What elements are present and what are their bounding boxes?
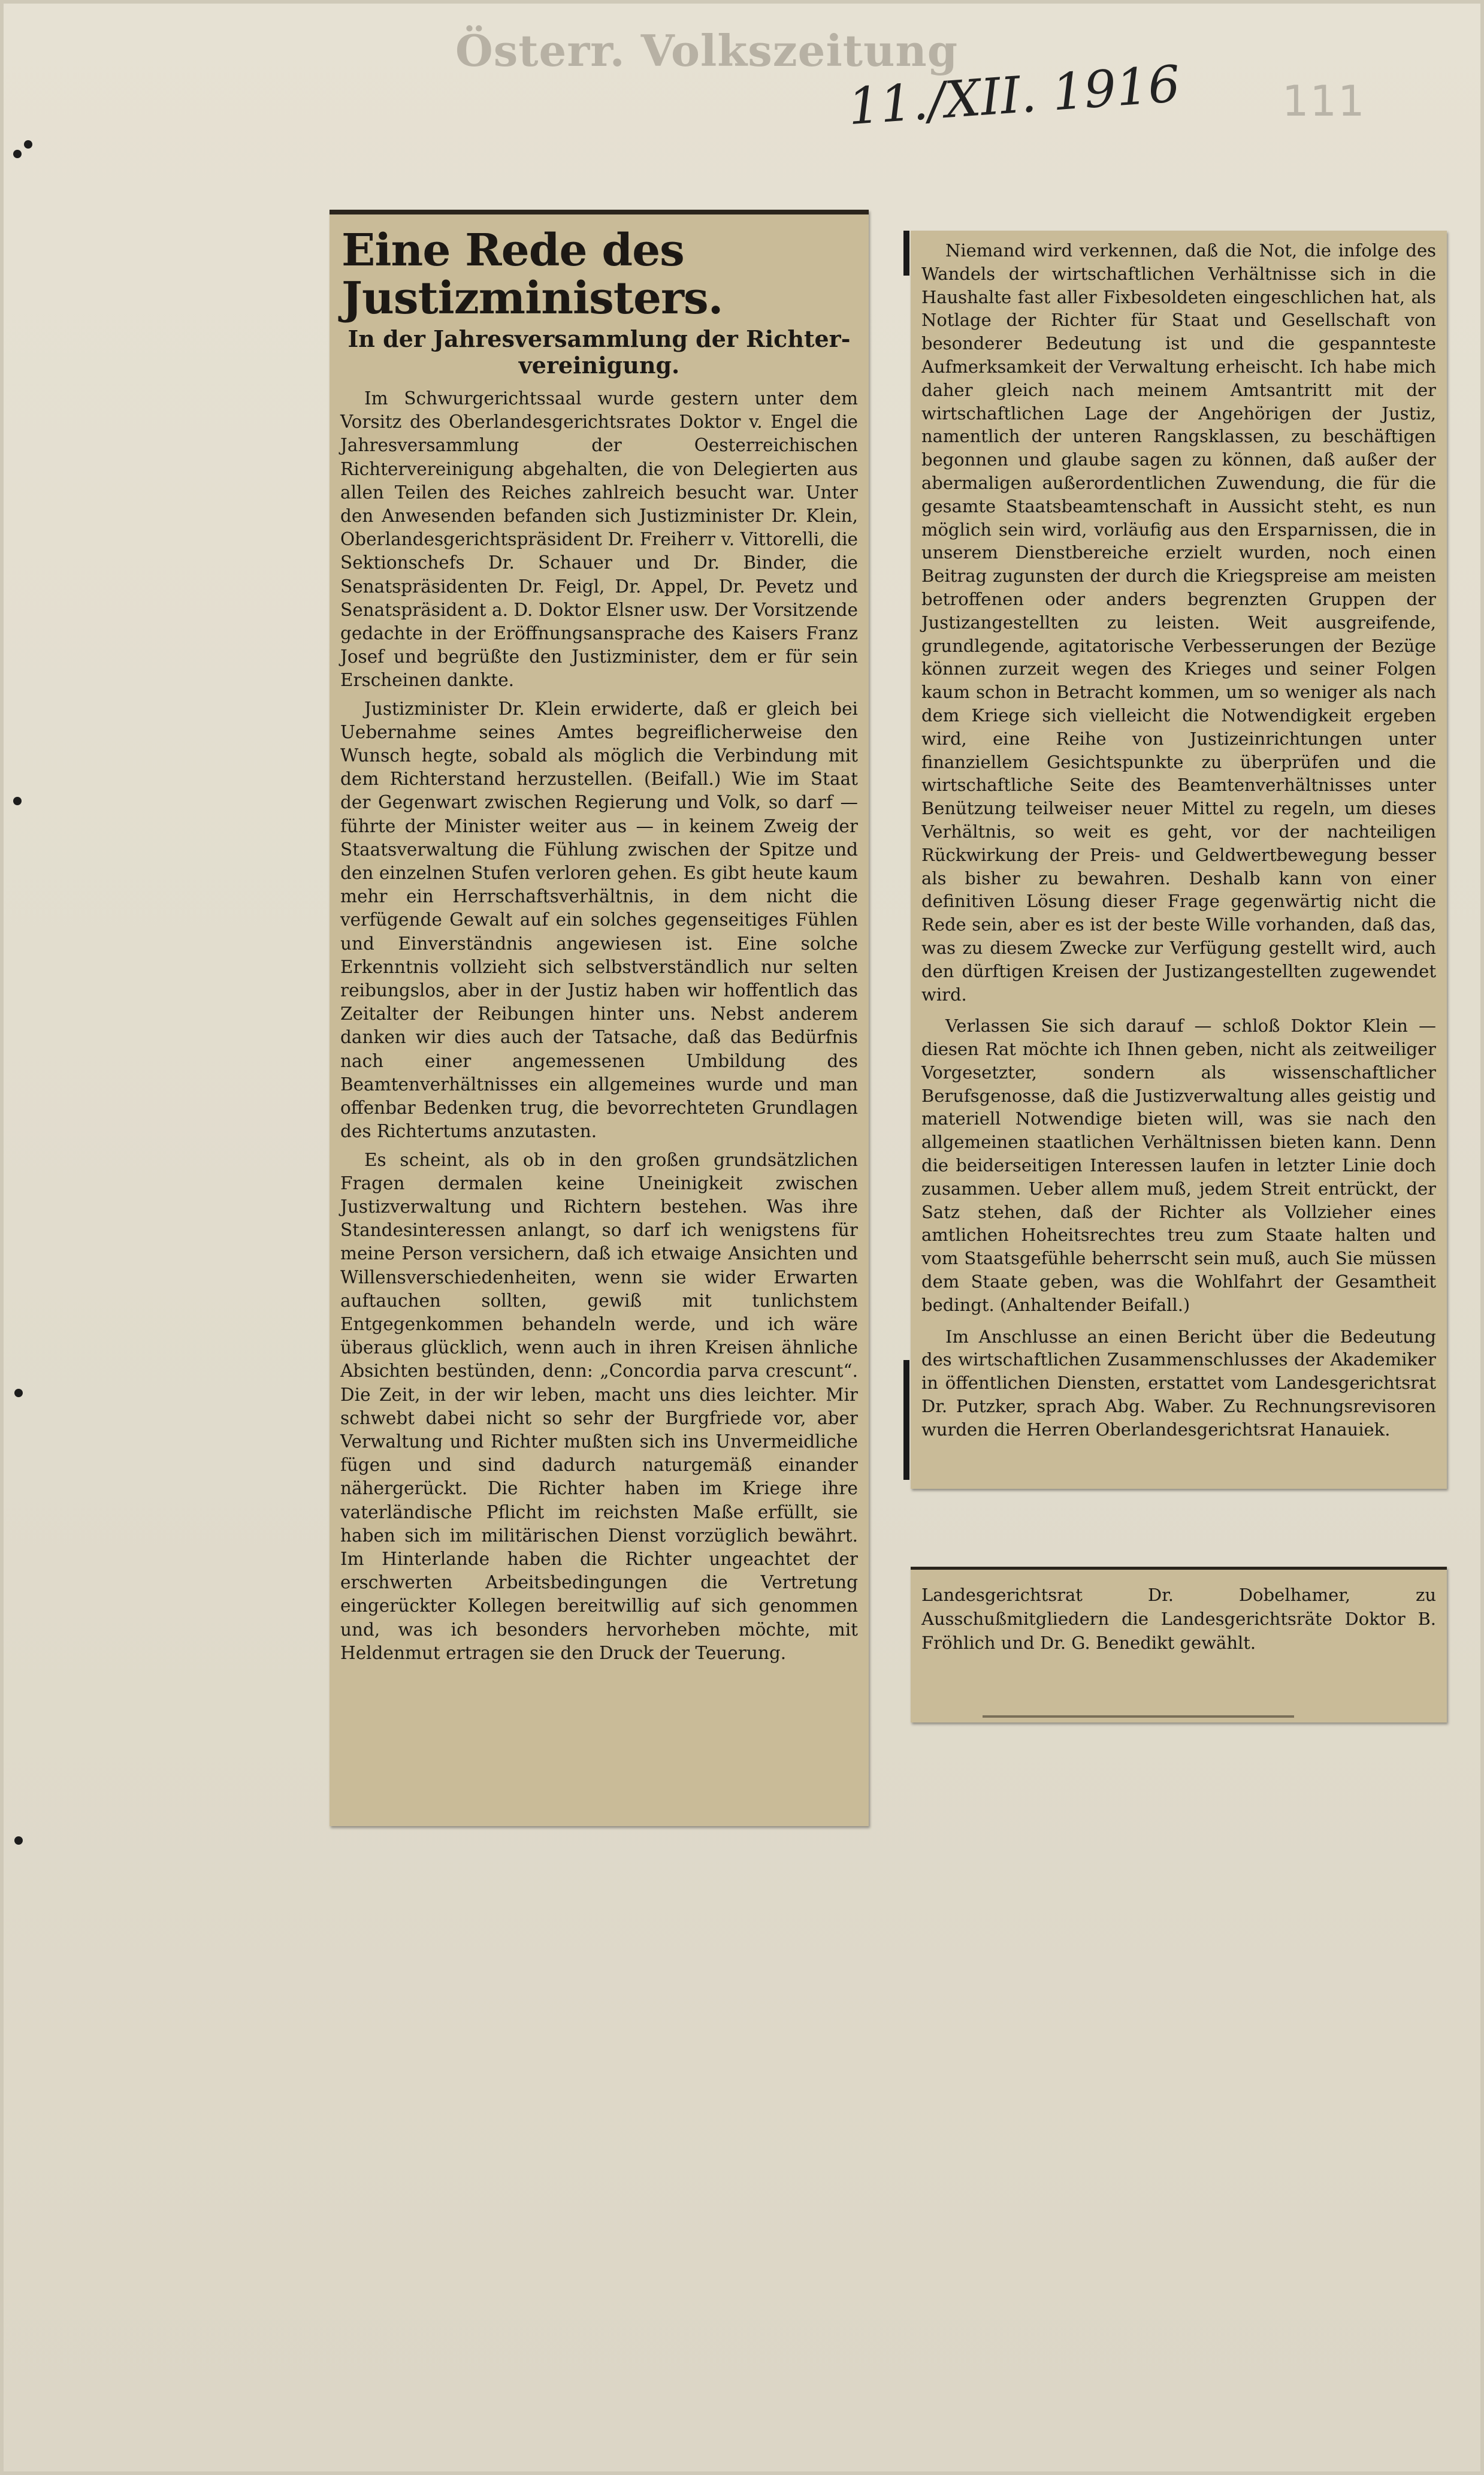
- underline-mark: [983, 1715, 1294, 1718]
- article-paragraph: Justizminister Dr. Klein erwiderte, daß er gleich bei Uebernahme seines Amtes begreiflicherweise den Wunsch hegte, sobald als möglich die Verbindung mit dem Richterstand herzustellen. (Beifall.) Wie im Staat der Gegenwart zwischen Regierung und Volk, so darf — führte der Minister weiter aus — in keinem Zweig der Staatsverwaltung die Fühlung zwischen der Spitze und den einzelnen Stufen verloren gehen. Es gibt heute kaum mehr ein Herrschaftsverhältnis, in dem nicht die verfügende Gewalt auf ein solches gegenseitiges Fühlen und Einverständnis angewiesen ist. Eine solche Erkenntnis vollzieht sich selbstverständlich nur selten reibungslos, aber in der Justiz haben wir hoffentlich das Zeitalter der Reibungen hinter uns. Nebst anderem danken wir dies auch der Tatsache, daß das Bedürfnis nach einer angemessenen Umbildung des Beamtenverhältnisses ein allgemeines wurde und man offenbar Bedenken trug, die bevorrechteten Grundlagen des Richtertums anzutasten.: [340, 698, 858, 1142]
- margin-bracket-mark: [903, 231, 909, 276]
- article-paragraph: Verlassen Sie sich darauf — schloß Doktor Klein — diesen Rat möchte ich Ihnen geben, nicht als zeitweiliger Vorgesetzter, sondern als wissenschaftlicher Berufsgenosse, daß die Justizverwaltung alles geistig und materiell Notwendige bieten will, was sie nach den allgemeinen staatlichen Verhältnissen bieten kann. Denn die beiderseitigen Interessen laufen in letzter Linie doch zusammen. Ueber allem muß, jedem Streit entrückt, der Satz stehen, daß der Richter als Vollzieher eines amtlichen Hoheitsrechtes treu zum Staate halten und vom Staatsgefühle beherrscht sein muß, auch Sie müssen dem Staate geben, was die Wohlfahrt der Gesamtheit bedingt. (Anhaltender Beifall.): [921, 1016, 1436, 1315]
- folio-number: 111: [1282, 77, 1366, 126]
- clipping-left-column: [330, 210, 869, 1826]
- article-paragraph: Niemand wird verkennen, daß die Not, die infolge des Wandels der wirtschaftlichen Verhältnisse sich in die Haushalte fast aller Fixbesoldeten eingeschlichen hat, als Notlage der Richter für Staat und Gesellschaft von besonderer Bedeutung ist und die gespannteste Aufmerksamkeit der Verwaltung erheischt. Ich habe mich daher gleich nach meinem Amtsantritt mit der wirtschaftlichen Lage der Angehörigen der Justiz, namentlich der unteren Rangsklassen, zu beschäftigen begonnen und glaube sagen zu können, daß außer der abermaligen außerordentlichen Zuwendung, die für die gesamte Staatsbeamtenschaft in Aussicht steht, es nun möglich sein wird, vorläufig aus den Ersparnissen, die in unserem Dienstbereiche erzielt wurden, noch einen Beitrag zugunsten der durch die Kriegspreise am meisten betroffenen oder anders begrenzten Gruppen der Justizangestellten zu leisten. Weit ausgreifende, grundlegende, agitatorische Verbesserungen der Bezüge können zurzeit wegen des Krieges und seiner Folgen kaum schon in Betracht kommen, um so weniger als nach dem Kriege sich vielleicht die Notwendigkeit ergeben wird, eine Reihe von Justizeinrichtungen unter finanziellem Gesichtspunkte zu überprüfen und die wirtschaftliche Seite des Beamtenverhältnisses unter Benützung teilweiser neuer Mittel zu regeln, um dieses Verhältnis, so weit es geht, vor der nachteiligen Rückwirkung der Preis- und Geldwertbewegung besser als bisher zu bewahren. Deshalb kann von einer definitiven Lösung dieser Frage gegenwärtig nicht die Rede sein, aber es ist der beste Wille vorhanden, daß das, was zu diesem Zwecke zur Verfügung gestellt wird, auch den dürftigen Kreisen der Justizangestellten zugewendet wird.: [921, 240, 1436, 1005]
- article-subheadline: In der Jahresversammlung der Richter-vereinigung.: [347, 325, 851, 379]
- punch-hole: [24, 140, 32, 149]
- clipping-right-column: [911, 231, 1447, 1489]
- article-paragraph: Im Schwurgerichtssaal wurde gestern unter dem Vorsitz des Oberlandesgerichtsrates Doktor v. Engel die Jahresversammlung der Oesterreichischen Richtervereinigung abgehalten, die von Delegierten aus allen Teilen des Reiches zahlreich besucht war. Unter den Anwesenden befanden sich Justizminister Dr. Klein, Oberlandesgerichtspräsident Dr. Freiherr v. Vittorelli, die Sektionschefs Dr. Schauer und Dr. Binder, die Senatspräsidenten Dr. Feigl, Dr. Appel, Dr. Pevetz und Senatspräsident a. D. Doktor Elsner usw. Der Vorsitzende gedachte in der Eröffnungsansprache des Kaisers Franz Josef und begrüßte den Justizminister, dem er für sein Erscheinen dankte.: [340, 388, 858, 691]
- clipping-note: [911, 1567, 1447, 1722]
- punch-hole: [14, 1836, 23, 1845]
- punch-hole: [14, 1389, 23, 1397]
- punch-hole: [13, 150, 22, 158]
- article-paragraph: Es scheint, als ob in den großen grundsätzlichen Fragen dermalen keine Uneinigkeit zwischen Justizverwaltung und Richtern bestehen. Was ihre Standesinteressen anlangt, so darf ich wenigstens für meine Person versichern, daß ich etwaige Ansichten und Willensverschiedenheiten, wenn sie wider Erwarten auftauchen sollten, gewiß mit tunlichstem Entgegenkommen behandeln werde, und ich wäre überaus glücklich, wenn auch in ihren Kreisen ähnliche Absichten bestünden, denn: „Concordia parva crescunt“. Die Zeit, in der wir leben, macht uns dies leichter. Mir schwebt dabei nicht so sehr der Burgfriede vor, aber Verwaltung und Richter mußten sich ins Unvermeidliche fügen und sind dadurch naturgemäß einander nähergerückt. Die Richter haben im Kriege ihre vaterländische Pflicht im reichsten Maße erfüllt, sie haben sich im militärischen Dienst vorzüglich bewährt. Im Hinterlande haben die Richter ungeachtet der erschwerten Arbeitsbedingungen die Vertretung eingerückter Kollegen bereitwillig auf sich genommen und, was ich besonders hervorheben möchte, mit Heldenmut ertragen sie den Druck der Teuerung.: [340, 1149, 858, 1663]
- handwritten-date: 11./XII. 1916: [846, 54, 1182, 137]
- margin-bracket-mark: [903, 1360, 909, 1480]
- newspaper-stamp: Österr. Volkszeitung: [455, 25, 959, 76]
- article-headline: Eine Rede des Justizministers.: [341, 225, 723, 324]
- article-paragraph: Im Anschlusse an einen Bericht über die Bedeutung des wirtschaftlichen Zusammenschlusses der Akademiker in öffentlichen Diensten, erstattet vom Landesgerichtsrat Dr. Putzker, sprach Abg. Waber. Zu Rechnungsrevisoren wurden die Herren Oberlandesgerichtsrat Hanauiek.: [921, 1326, 1436, 1440]
- punch-hole: [13, 797, 22, 805]
- article-paragraph: Landesgerichtsrat Dr. Dobelhamer, zu Ausschußmitgliedern die Landesgerichtsräte Doktor B. Fröhlich und Dr. G. Benedikt gewählt.: [921, 1585, 1436, 1653]
